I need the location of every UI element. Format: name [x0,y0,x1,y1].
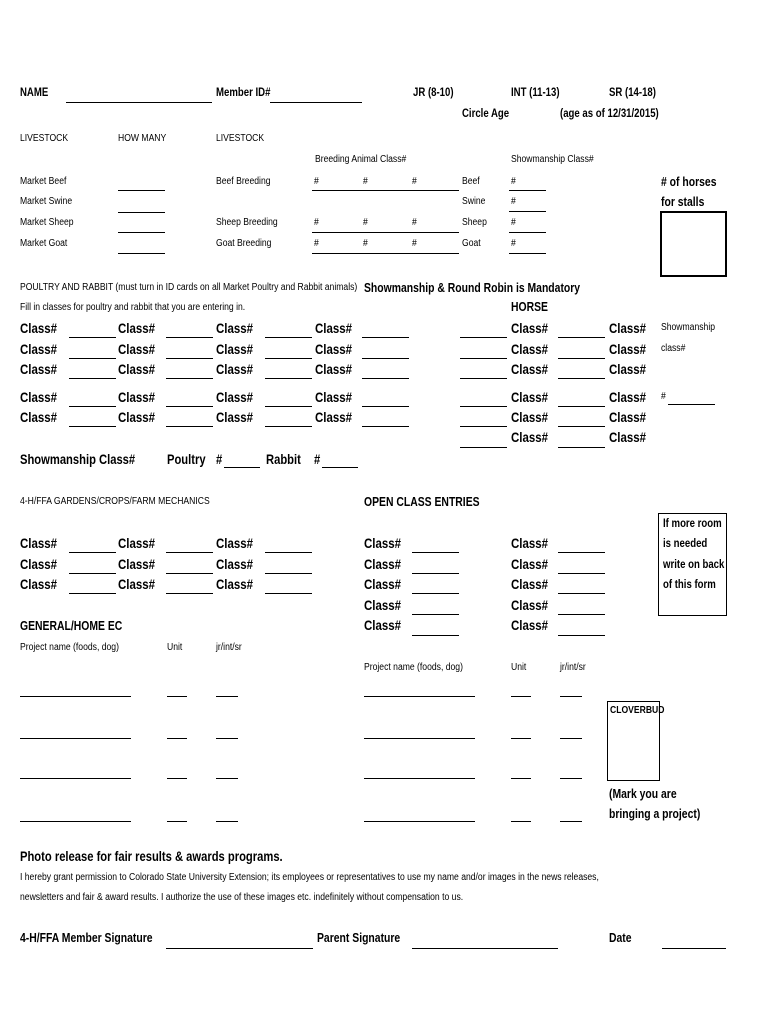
poultry-class-label: Class# [20,409,58,425]
member-signature-label: 4-H/FFA Member Signature [20,930,153,945]
open-class-field[interactable] [558,573,605,574]
poultry-class-field[interactable] [265,358,312,359]
poultry-class-label: Class# [20,361,58,377]
cloverbud-note-2: bringing a project) [609,806,701,821]
showmanship-swine-field[interactable] [509,211,546,212]
photo-release-text-2: newsletters and fair & award results. I authorize the use of these images etc. indefinitely without compensation to us. [20,892,464,903]
livestock-col-heading-2: LIVESTOCK [216,133,265,144]
poultry-showmanship-label: Showmanship Class# [20,451,136,467]
age-sr[interactable]: SR (14-18) [609,85,656,99]
rabbit-showmanship-field[interactable] [322,467,358,468]
more-room-note: of this form [663,577,716,591]
showmanship-beef-field[interactable] [509,190,546,191]
poultry-class-field[interactable] [362,378,409,379]
project-name-field[interactable] [20,738,131,739]
horse-class-label: Class# [609,341,647,357]
project-unit-field[interactable] [167,738,187,739]
gardens-class-label: Class# [216,556,254,572]
gardens-class-field[interactable] [69,573,116,574]
horse-mandatory-note: Showmanship & Round Robin is Mandatory [364,280,581,295]
horse-class-field[interactable] [460,378,507,379]
level-heading: jr/int/sr [560,662,586,673]
poultry-rabbit-title: POULTRY AND RABBIT (must turn in ID cards on all Market Poultry and Rabbit animals) [20,282,358,293]
horse-stalls-box[interactable] [660,211,727,277]
beef-breeding-label: Beef Breeding [216,176,271,187]
market-beef-label: Market Beef [20,176,67,187]
circle-age-label: Circle Age [462,106,510,120]
poultry-class-label: Class# [315,361,353,377]
project-unit-field[interactable] [511,696,531,697]
hash: # [412,217,417,228]
general-title: GENERAL/HOME EC [20,618,123,633]
horses-note: # of horses [661,174,717,189]
hash: # [412,238,417,249]
gardens-class-field[interactable] [265,593,312,594]
horse-class-label: Class# [511,389,549,405]
poultry-label: Poultry [167,451,206,467]
gardens-class-label: Class# [20,556,58,572]
project-level-field[interactable] [216,778,238,779]
member-id-field[interactable] [270,102,362,103]
horse-class-field[interactable] [558,378,605,379]
horse-class-label: Class# [511,361,549,377]
horse-class-label: Class# [511,409,549,425]
horse-class-field[interactable] [558,337,605,338]
species-beef: Beef [462,176,480,187]
open-class-label: Class# [511,576,549,592]
gardens-class-field[interactable] [166,573,213,574]
name-label: NAME [20,85,49,99]
sheep-breeding-field[interactable] [312,232,459,233]
poultry-class-field[interactable] [362,406,409,407]
open-class-field[interactable] [558,593,605,594]
project-name-heading: Project name (foods, dog) [364,662,463,673]
hash: # [511,217,516,228]
project-name-field[interactable] [364,821,475,822]
horse-class-label: Class# [609,320,647,336]
beef-breeding-field[interactable] [312,190,459,191]
open-class-field[interactable] [412,573,459,574]
horse-showmanship-label: Showmanship [661,322,716,333]
gardens-class-label: Class# [118,535,156,551]
poultry-class-label: Class# [315,341,353,357]
hash: # [363,238,368,249]
gardens-class-label: Class# [118,556,156,572]
project-name-field[interactable] [364,696,475,697]
market-beef-count[interactable] [118,190,165,191]
poultry-showmanship-field[interactable] [224,467,260,468]
horse-class-label: Class# [609,429,647,445]
poultry-class-label: Class# [118,341,156,357]
poultry-class-field[interactable] [69,426,116,427]
photo-release-text: I hereby grant permission to Colorado State University Extension; its employees or representatives to use my name and/or images in the news releases, [20,872,599,883]
horse-class-field[interactable] [460,337,507,338]
how-many-col-heading: HOW MANY [118,133,167,144]
poultry-class-label: Class# [216,320,254,336]
project-level-field[interactable] [560,738,582,739]
market-swine-count[interactable] [118,212,165,213]
gardens-class-field[interactable] [69,593,116,594]
goat-breeding-label: Goat Breeding [216,238,272,249]
market-sheep-count[interactable] [118,232,165,233]
poultry-class-label: Class# [216,341,254,357]
open-class-field[interactable] [558,552,605,553]
parent-signature-label: Parent Signature [317,930,401,945]
showmanship-sheep-field[interactable] [509,232,546,233]
gardens-class-field[interactable] [166,552,213,553]
parent-signature-field[interactable] [412,948,558,949]
horse-class-label: Class# [609,361,647,377]
open-class-label: Class# [364,617,402,633]
cloverbud-note: (Mark you are [609,786,677,801]
member-signature-field[interactable] [166,948,313,949]
goat-breeding-field[interactable] [312,253,459,254]
poultry-class-label: Class# [118,389,156,405]
project-unit-field[interactable] [511,738,531,739]
open-class-label: Class# [511,535,549,551]
hash: # [314,176,319,187]
project-name-field[interactable] [20,821,131,822]
market-sheep-label: Market Sheep [20,217,74,228]
poultry-class-field[interactable] [166,406,213,407]
poultry-class-field[interactable] [166,358,213,359]
open-class-field[interactable] [558,614,605,615]
poultry-class-label: Class# [315,409,353,425]
hash: # [314,238,319,249]
market-goat-count[interactable] [118,253,165,254]
poultry-class-label: Class# [315,320,353,336]
more-room-note: write on back [663,557,725,571]
poultry-class-field[interactable] [362,358,409,359]
hash: # [661,391,666,402]
poultry-class-label: Class# [20,389,58,405]
market-goat-label: Market Goat [20,238,68,249]
livestock-col-heading: LIVESTOCK [20,133,69,144]
poultry-class-field[interactable] [69,406,116,407]
open-class-label: Class# [511,617,549,633]
member-id-label: Member ID# [216,85,271,99]
poultry-class-field[interactable] [265,426,312,427]
gardens-class-field[interactable] [265,573,312,574]
open-class-field[interactable] [412,635,459,636]
gardens-class-label: Class# [216,535,254,551]
age-int[interactable]: INT (11-13) [511,85,560,99]
horses-note-2: for stalls [661,194,705,209]
project-level-field[interactable] [216,696,238,697]
project-level-field[interactable] [216,738,238,739]
project-level-field[interactable] [216,821,238,822]
cloverbud-label: CLOVERBUD [610,705,665,716]
gardens-class-field[interactable] [166,593,213,594]
poultry-class-field[interactable] [265,406,312,407]
species-swine: Swine [462,196,486,207]
gardens-class-field[interactable] [265,552,312,553]
age-jr[interactable]: JR (8-10) [413,85,454,99]
poultry-class-field[interactable] [166,426,213,427]
hash: # [314,451,321,467]
project-level-field[interactable] [560,821,582,822]
horse-title: HORSE [511,299,548,314]
poultry-class-field[interactable] [362,426,409,427]
photo-release-title: Photo release for fair results & awards programs. [20,848,283,864]
horse-class-label: Class# [511,341,549,357]
project-unit-field[interactable] [167,778,187,779]
poultry-class-field[interactable] [265,337,312,338]
poultry-class-label: Class# [216,389,254,405]
gardens-class-label: Class# [216,576,254,592]
open-class-field[interactable] [412,593,459,594]
project-name-field[interactable] [364,738,475,739]
date-label: Date [609,930,632,945]
horse-class-label: Class# [511,429,549,445]
project-name-field[interactable] [20,778,131,779]
gardens-class-label: Class# [118,576,156,592]
level-heading: jr/int/sr [216,642,242,653]
project-name-heading: Project name (foods, dog) [20,642,119,653]
age-note: (age as of 12/31/2015) [560,106,659,120]
horse-showmanship-class: class# [661,343,686,354]
more-room-note: If more room [663,516,722,530]
poultry-class-field[interactable] [69,378,116,379]
hash: # [511,176,516,187]
horse-class-label: Class# [511,320,549,336]
open-class-label: Class# [364,576,402,592]
poultry-class-field[interactable] [265,378,312,379]
horse-class-field[interactable] [558,406,605,407]
rabbit-label: Rabbit [266,451,301,467]
name-field[interactable] [66,102,212,103]
project-unit-field[interactable] [167,821,187,822]
gardens-title: 4-H/FFA GARDENS/CROPS/FARM MECHANICS [20,496,210,507]
hash: # [216,451,223,467]
open-class-label: Class# [364,535,402,551]
breeding-class-heading: Breeding Animal Class# [315,154,407,165]
hash: # [511,196,516,207]
poultry-class-field[interactable] [69,358,116,359]
project-level-field[interactable] [560,778,582,779]
poultry-class-label: Class# [118,320,156,336]
horse-showmanship-field[interactable] [668,404,715,405]
open-class-field[interactable] [412,614,459,615]
horse-class-label: Class# [609,409,647,425]
showmanship-class-heading: Showmanship Class# [511,154,594,165]
species-sheep: Sheep [462,217,487,228]
project-name-field[interactable] [364,778,475,779]
hash: # [412,176,417,187]
market-swine-label: Market Swine [20,196,73,207]
horse-class-field[interactable] [460,426,507,427]
more-room-note: is needed [663,536,708,550]
poultry-class-label: Class# [216,409,254,425]
open-class-field[interactable] [558,635,605,636]
gardens-class-field[interactable] [69,552,116,553]
poultry-class-field[interactable] [69,337,116,338]
poultry-class-field[interactable] [166,378,213,379]
species-goat: Goat [462,238,481,249]
gardens-class-label: Class# [20,576,58,592]
gardens-class-label: Class# [20,535,58,551]
poultry-class-label: Class# [20,341,58,357]
sheep-breeding-label: Sheep Breeding [216,217,278,228]
poultry-class-label: Class# [118,409,156,425]
poultry-class-field[interactable] [362,337,409,338]
unit-heading: Unit [167,642,183,653]
date-field[interactable] [662,948,726,949]
poultry-instruction: Fill in classes for poultry and rabbit that you are entering in. [20,302,246,313]
project-name-field[interactable] [20,696,131,697]
project-unit-field[interactable] [511,821,531,822]
poultry-class-label: Class# [118,361,156,377]
open-class-label: Class# [364,597,402,613]
open-class-title: OPEN CLASS ENTRIES [364,494,480,509]
poultry-class-label: Class# [315,389,353,405]
horse-class-field[interactable] [460,447,507,448]
poultry-class-field[interactable] [166,337,213,338]
unit-heading: Unit [511,662,527,673]
horse-class-label: Class# [609,389,647,405]
hash: # [511,238,516,249]
open-class-label: Class# [511,556,549,572]
horse-class-field[interactable] [558,447,605,448]
hash: # [363,217,368,228]
hash: # [363,176,368,187]
project-level-field[interactable] [560,696,582,697]
showmanship-goat-field[interactable] [509,253,546,254]
horse-class-field[interactable] [558,426,605,427]
horse-class-field[interactable] [460,358,507,359]
horse-class-field[interactable] [558,358,605,359]
project-unit-field[interactable] [167,696,187,697]
open-class-field[interactable] [412,552,459,553]
poultry-class-label: Class# [20,320,58,336]
open-class-label: Class# [364,556,402,572]
horse-class-field[interactable] [460,406,507,407]
hash: # [314,217,319,228]
poultry-class-label: Class# [216,361,254,377]
open-class-label: Class# [511,597,549,613]
project-unit-field[interactable] [511,778,531,779]
